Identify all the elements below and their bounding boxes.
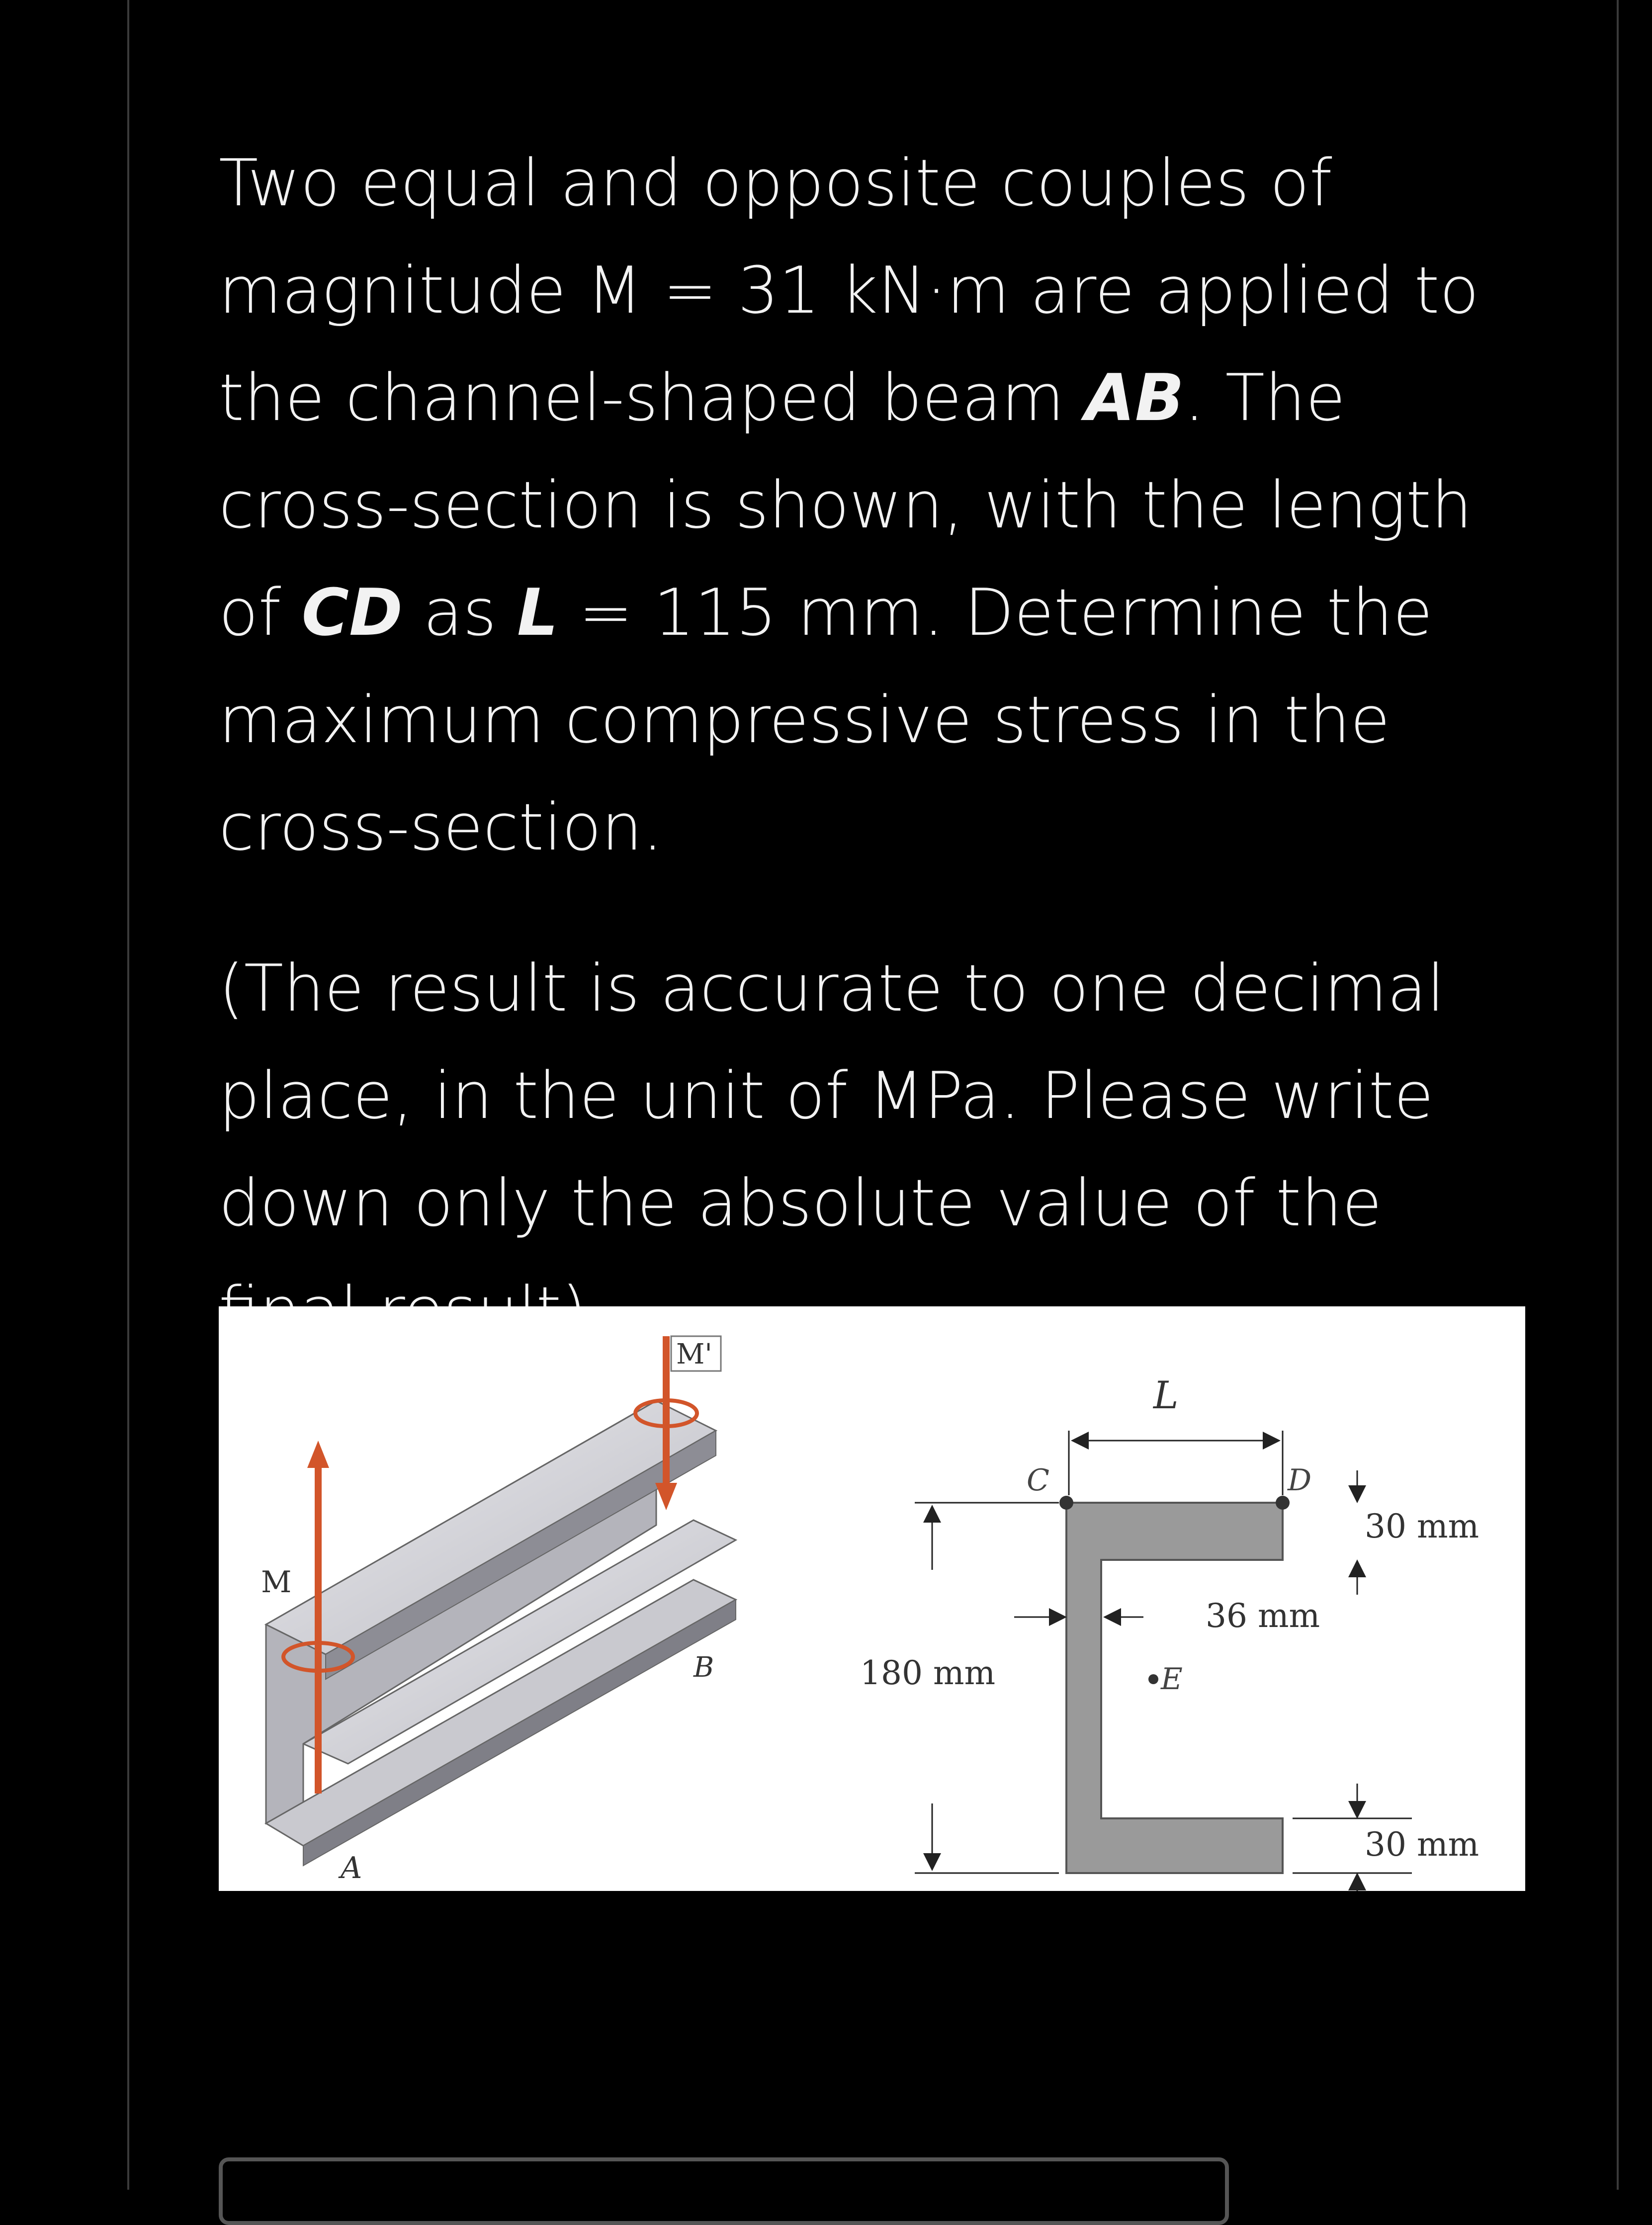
label-e: E	[1161, 1662, 1183, 1697]
label-c: C	[1027, 1463, 1049, 1498]
label-a: A	[341, 1851, 362, 1885]
label-30mm-top: 30 mm	[1365, 1507, 1479, 1545]
label-m-prime: M'	[676, 1338, 712, 1370]
beam-label-ab: AB	[1085, 360, 1184, 435]
answer-input-box[interactable]	[219, 2157, 1229, 2225]
point-d	[1276, 1496, 1290, 1510]
point-e	[1148, 1674, 1158, 1684]
statement-text-1: Two equal and opposite couples of magnitude M = 31 kN·m are applied to the channel-shaped beam	[219, 145, 1479, 435]
beam-figure	[219, 1306, 1525, 1891]
label-m: M	[261, 1565, 292, 1600]
dimension-l	[1069, 1431, 1283, 1495]
label-36mm: 36 mm	[1206, 1597, 1320, 1635]
segment-label-cd: CD	[301, 575, 403, 650]
statement-text-3: as	[402, 575, 518, 650]
problem-statement	[219, 129, 1531, 881]
label-30mm-bottom: 30 mm	[1365, 1825, 1479, 1864]
frame-left-line	[127, 0, 129, 2190]
length-symbol-l: L	[517, 575, 558, 650]
frame-right-line	[1617, 0, 1619, 2190]
label-b: B	[694, 1651, 714, 1684]
label-l: L	[1153, 1373, 1179, 1417]
question-text	[219, 129, 1531, 1364]
beam-diagram	[219, 1306, 1525, 1891]
answer-instructions: (The result is accurate to one decimal place, in the unit of MPa. Please write down only the absolute value of the	[219, 950, 1445, 1241]
statement-text-2: . The cross-section is shown, with the length of	[219, 360, 1473, 650]
point-c	[1059, 1496, 1073, 1510]
label-d: D	[1288, 1463, 1312, 1498]
label-180mm: 180 mm	[860, 1654, 996, 1692]
statement-text-4: = 115 mm. Determine the maximum compressive stress in the cross-section.	[219, 575, 1433, 865]
